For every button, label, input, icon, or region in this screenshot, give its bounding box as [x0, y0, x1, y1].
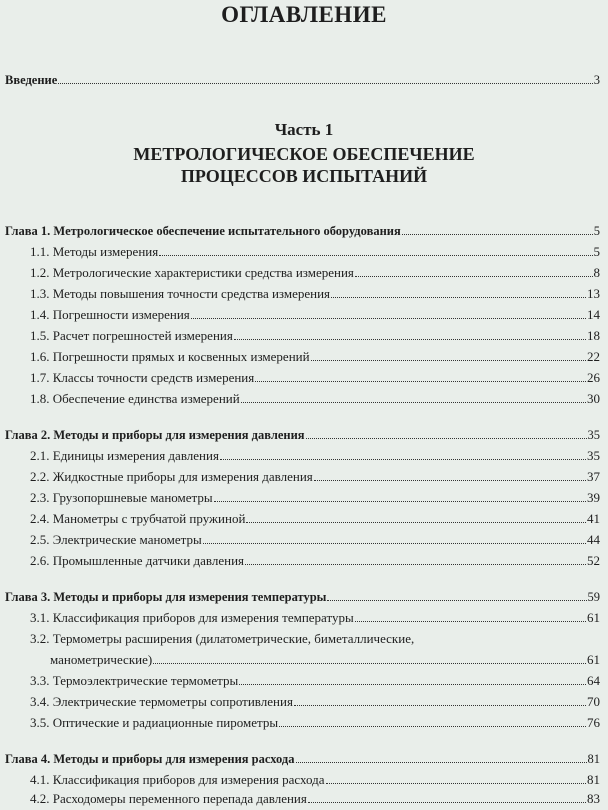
toc-section[interactable]	[30, 511, 600, 527]
entry-text: 4.1. Классификация приборов для измерения расхода	[30, 772, 325, 787]
entry-text: 2.2. Жидкостные приборы для измерения давления	[30, 469, 313, 484]
toc-section[interactable]	[30, 448, 600, 464]
toc-section[interactable]	[30, 553, 600, 569]
page-number: 35	[587, 428, 600, 442]
toc-section[interactable]	[30, 349, 600, 365]
entry-text: 1.2. Метрологические характеристики средства измерения	[30, 265, 354, 280]
dot-leader	[241, 392, 586, 403]
page-number: 30	[587, 391, 600, 406]
entry-text: 4.2. Расходомеры переменного перепада давления	[30, 791, 307, 806]
page-number: 18	[587, 328, 600, 343]
entry-text: 1.3. Методы повышения точности средства измерения	[30, 286, 331, 301]
dot-leader	[191, 308, 586, 319]
toc-section[interactable]	[30, 265, 600, 281]
page-title: ОГЛАВЛЕНИЕ	[221, 2, 387, 27]
entry-text: 3.4. Электрические термометры сопротивления	[30, 694, 293, 709]
page-number: 64	[587, 673, 600, 688]
entry-text: 1.8. Обеспечение единства измерений	[30, 391, 240, 406]
entry-text: 1.5. Расчет погрешностей измерения	[30, 328, 233, 343]
entry-text: 1.4. Погрешности измерения	[30, 307, 190, 322]
dot-leader	[245, 554, 586, 565]
dot-leader	[306, 428, 587, 439]
entry-text: Глава 4. Методы и приборы для измерения расхода	[5, 752, 295, 766]
dot-leader	[308, 792, 586, 803]
entry-text: 1.7. Классы точности средств измерения	[30, 370, 255, 385]
dot-leader	[355, 266, 593, 277]
dot-leader	[255, 371, 586, 382]
entry-text: Глава 2. Методы и приборы для измерения давления	[5, 428, 305, 442]
entry-text: 2.1. Единицы измерения давления	[30, 448, 219, 463]
page-number: 61	[587, 610, 600, 625]
page-number: 35	[587, 448, 600, 463]
page-number: 70	[587, 694, 600, 709]
entry-text: 2.4. Манометры с трубчатой пружиной	[30, 511, 246, 526]
toc-section[interactable]	[30, 370, 600, 386]
entry-text: 3.3. Термоэлектрические термометры	[30, 673, 239, 688]
dot-leader	[355, 611, 586, 622]
toc-section[interactable]	[30, 328, 600, 344]
page-number: 39	[587, 490, 600, 505]
entry-text: 3.1. Классификация приборов для измерения температуры	[30, 610, 354, 625]
page-number: 13	[587, 286, 600, 301]
dot-leader	[314, 470, 586, 481]
dot-leader	[326, 773, 586, 784]
page-number: 37	[587, 469, 600, 484]
entry-text: Глава 3. Методы и приборы для измерения температуры	[5, 590, 327, 604]
toc-section[interactable]	[30, 469, 600, 485]
toc-section[interactable]	[30, 791, 600, 807]
page-number: 41	[587, 511, 600, 526]
toc-chapter-1[interactable]	[5, 223, 600, 239]
dot-leader	[311, 350, 586, 361]
toc-section[interactable]	[30, 694, 600, 710]
page-number: 81	[587, 772, 600, 787]
part-label: Часть 1	[274, 120, 334, 139]
toc-entry-intro[interactable]	[5, 72, 600, 88]
toc-chapter-2[interactable]	[5, 427, 600, 443]
page-number: 76	[587, 715, 600, 730]
entry-text: 2.3. Грузопоршневые манометры	[30, 490, 213, 505]
entry-text: Глава 1. Метрологическое обеспечение испытательного оборудования	[5, 224, 401, 238]
toc-section[interactable]	[30, 244, 600, 260]
toc-section[interactable]	[30, 286, 600, 302]
dot-leader	[203, 533, 586, 544]
page-number: 22	[587, 349, 600, 364]
dot-leader	[220, 449, 586, 460]
dot-leader	[331, 287, 586, 298]
page-number: 3	[593, 73, 600, 87]
page-number: 61	[587, 652, 600, 667]
page-number: 44	[587, 532, 600, 547]
dot-leader	[294, 695, 586, 706]
entry-text: манометрические)	[50, 652, 153, 667]
entry-text: Введение	[5, 73, 58, 87]
page-number: 5	[593, 224, 600, 238]
dot-leader	[279, 716, 586, 727]
toc-chapter-3[interactable]	[5, 589, 600, 605]
toc-section[interactable]	[30, 610, 600, 626]
dot-leader	[159, 245, 592, 256]
page-number: 8	[593, 265, 600, 280]
toc-section[interactable]	[30, 673, 600, 689]
entry-text: 1.6. Погрешности прямых и косвенных измерений	[30, 349, 310, 364]
toc-section[interactable]	[30, 532, 600, 548]
toc-section[interactable]	[50, 652, 600, 668]
dot-leader	[402, 224, 593, 235]
dot-leader	[246, 512, 586, 523]
page-number: 59	[587, 590, 600, 604]
dot-leader	[239, 674, 586, 685]
entry-text: 2.5. Электрические манометры	[30, 532, 202, 547]
page-number: 52	[587, 553, 600, 568]
dot-leader	[214, 491, 586, 502]
toc-chapter-4[interactable]	[5, 751, 600, 767]
part-title-line2: ПРОЦЕССОВ ИСПЫТАНИЙ	[180, 166, 428, 186]
entry-text: 2.6. Промышленные датчики давления	[30, 553, 245, 568]
toc-section[interactable]	[30, 391, 600, 407]
dot-leader	[296, 752, 587, 763]
page-number: 83	[587, 791, 600, 806]
entry-text: 1.1. Методы измерения	[30, 244, 159, 259]
toc-section[interactable]	[30, 490, 600, 506]
entry-text: 3.5. Оптические и радиационные пирометры	[30, 715, 279, 730]
toc-section[interactable]	[30, 307, 600, 323]
page-number: 14	[587, 307, 600, 322]
page-number: 26	[587, 370, 600, 385]
part-title-line1: МЕТРОЛОГИЧЕСКОЕ ОБЕСПЕЧЕНИЕ	[133, 144, 475, 164]
dot-leader	[234, 329, 586, 340]
dot-leader	[58, 73, 592, 84]
toc-section[interactable]	[30, 715, 600, 731]
toc-section-firstline: 3.2. Термометры расширения (дилатометрические, биметаллические,	[30, 631, 415, 646]
page-number: 5	[593, 244, 600, 259]
page-number: 81	[587, 752, 600, 766]
dot-leader	[153, 653, 586, 664]
dot-leader	[327, 590, 586, 601]
toc-section[interactable]	[30, 772, 600, 788]
